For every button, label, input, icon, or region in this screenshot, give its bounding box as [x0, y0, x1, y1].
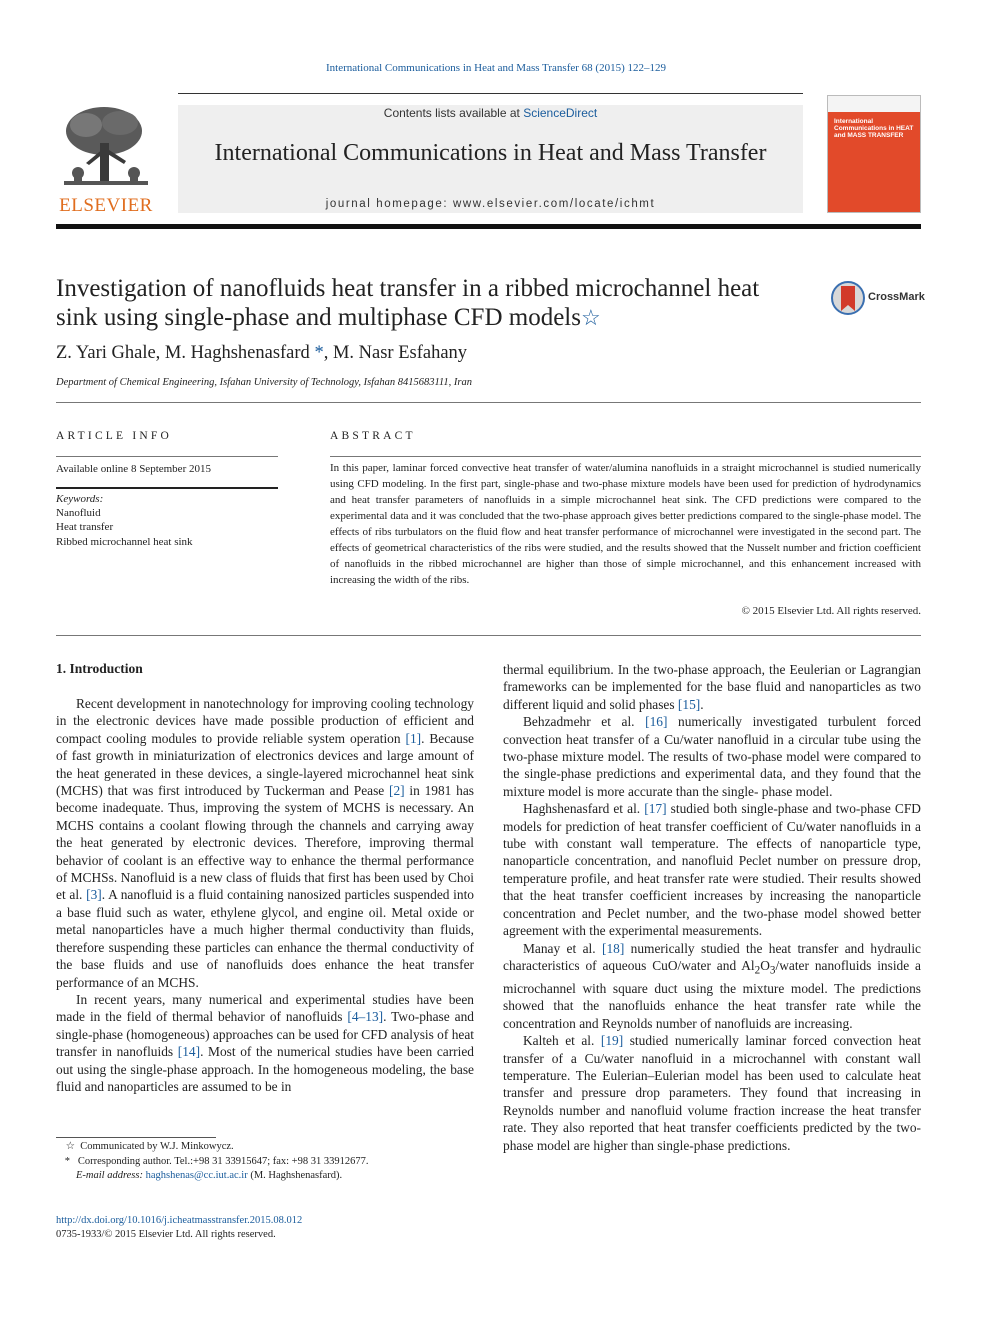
citation-link[interactable]: [14]: [177, 1044, 201, 1060]
text-run: in 1981 has become inadequate. Thus, improving the system of MCHS is necessary. An MCHS contains a coolant flowing through the channels and carrying away the heat generated by electronic devices. Therefore, improving thermal behavior of coolant is an effective way to enhance the thermal performance of MCHSs. Nanofluid is a new class of fluids that first has been used by Choi et al.: [56, 783, 474, 903]
left-column: [56, 695, 474, 1095]
text-run: Manay et al.: [523, 940, 602, 956]
body-paragraph: [56, 695, 474, 991]
text-run: . Most of the numerical studies have been carried out using the single-phase approach. In the homogeneous modeling, the base fluid and nanoparticles are assumed to be in: [56, 1044, 474, 1094]
contents-prefix: Contents lists available at: [383, 106, 524, 120]
text-run: studied numerically laminar forced convection heat transfer of a Cu/water nanofluid in a microchannel with constant wall temperature. The Eulerian–Eulerian model has been used to calculate heat transfer and pressure drop parameters. They found that increasing in Reynolds number and nanofluid volume fraction increase the heat transfer rate. They also reported that heat transfer coefficients predicted by the two-phase model are higher than single-phase predictions.: [503, 1033, 921, 1153]
subscript: 3: [769, 964, 776, 977]
crossmark-icon: [831, 280, 865, 316]
text-run: numerically studied the heat transfer and hydraulic characteristics of aqueous CuO/water and Al: [503, 940, 921, 973]
text-run: . Because of fast growth in miniaturization of electronics devices and large amount of the heat generated in these devices, a single-layered microchannel heat sink (MCHS) that was first introduced by Tuckerman and Pease: [56, 730, 474, 799]
citation-link[interactable]: [4–13]: [347, 1009, 384, 1025]
article-info-heading: ARTICLE INFO: [56, 430, 172, 442]
body-paragraph: [56, 991, 474, 1095]
cover-header-strip: [828, 96, 920, 112]
footnote-text: Communicated by W.J. Minkowycz.: [80, 1141, 234, 1152]
citation-link[interactable]: [1]: [405, 730, 422, 746]
citation-link[interactable]: [15]: [677, 696, 701, 712]
crossmark-label: CrossMark: [868, 291, 925, 303]
text-run: numerically investigated turbulent forced convection heat transfer of a Cu/water nanofluid in a circular tube using the two-phase mixture model. The results of two-phase model were compared to the single-phase predictions and experimental data, and they found that the mixture model is more accurate than the single- phase model.: [503, 714, 921, 799]
header-bottom-rule: [56, 224, 921, 229]
citation-link[interactable]: [18]: [601, 940, 625, 956]
journal-citation[interactable]: International Communications in Heat and Mass Transfer 68 (2015) 122–129: [325, 62, 667, 74]
text-run: /water nanofluids inside a microchannel with square duct using the mixture model. The predictions showed that the nanofluids enhance the heat transfer rate while the concentration and Reynolds number of nanofluids are increasing.: [503, 957, 922, 1031]
footnote-asterisk: *: [64, 1155, 70, 1167]
abstract-heading: ABSTRACT: [330, 430, 416, 442]
footnote-corresponding: [56, 1155, 476, 1170]
footnotes: [56, 1140, 476, 1184]
journal-title: International Communications in Heat and Mass Transfer: [214, 140, 767, 166]
footnote-email: [56, 1169, 476, 1184]
authors-first: Z. Yari Ghale, M. Haghshenasfard: [56, 343, 315, 363]
citation-link[interactable]: [2]: [389, 783, 405, 799]
text-run: Recent development in nanotechnology for improving cooling technology in the electronic devices have made possible production of efficient and compact cooling modules to provide reliable system operation: [56, 696, 474, 746]
section-heading-introduction: 1. Introduction: [56, 661, 143, 676]
authors-last: , M. Nasr Esfahany: [323, 343, 468, 363]
elsevier-wordmark: ELSEVIER: [59, 195, 153, 216]
text-run: Kalteh et al.: [523, 1033, 601, 1049]
affiliation-rule: [56, 402, 921, 403]
keywords-rule: [56, 487, 278, 489]
text-run: . Two-phase and single-phase (homogeneous) approaches can be used for CFD analysis of heat transfer in nanofluids: [56, 1009, 474, 1060]
keywords-label: Keywords:: [56, 493, 104, 505]
abstract-text: In this paper, laminar forced convective heat transfer of water/alumina nanofluids in a straight microchannel is studied numerically using CFD modeling. In the first part, single-phase and two-phase mixture models have been used for prediction of hydrodynamics and heat transfer parameters of nanofluids in a simple microchannel heat sink. The CFD predictions were compared to the experimental data and it was concluded that the two-phase approach gives better predictions compared to the single-phase model. The effects of ribs turbulators on the fluid flow and heat transfer performance of microchannel were investigated in the second part. The effects of geometrical characteristics of the ribs were studied, and the results showed that the Nusselt number and friction coefficient of nanofluids in the ribbed microchannel are higher than those of simple microchannel, and this enhancement increased with increasing the width of the ribs.: [330, 462, 921, 586]
cover-title: International Communications in HEAT and MASS TRANSFER: [834, 118, 914, 139]
sciencedirect-link[interactable]: ScienceDirect: [523, 106, 598, 120]
body-paragraph: [503, 940, 921, 1033]
keyword-item: Nanofluid: [56, 507, 101, 519]
title-footnote-star-icon[interactable]: ☆: [580, 305, 601, 330]
available-online: Available online 8 September 2015: [56, 463, 211, 475]
text-run: thermal equilibrium. In the two-phase approach, the Eeulerian or Lagrangian frameworks can be implemented for the base fluid and nanoparticles as two different liquid and solid phases: [503, 662, 921, 712]
doi-link[interactable]: http://dx.doi.org/10.1016/j.icheatmasstransfer.2015.08.012: [56, 1215, 303, 1226]
journal-cover-thumbnail[interactable]: [827, 95, 921, 213]
body-paragraph: [503, 800, 921, 939]
abstract-rule: [330, 456, 921, 457]
text-run: O: [760, 957, 770, 973]
text-run: Haghshenasfard et al.: [523, 801, 645, 817]
header-rule: [178, 93, 803, 94]
email-label: E-mail address:: [76, 1170, 146, 1181]
footnote-star-icon: ☆: [65, 1141, 75, 1152]
text-run: .: [700, 696, 704, 712]
citation-link[interactable]: [19]: [600, 1033, 624, 1049]
contents-line: [178, 106, 803, 120]
article-title-text: Investigation of nanofluids heat transfer in a ribbed microchannel heat sink using single-phase and multiphase CFD models: [56, 275, 760, 331]
text-run: Behzadmehr et al.: [523, 714, 646, 730]
citation-link[interactable]: [16]: [645, 714, 668, 730]
email-link[interactable]: haghshenas@cc.iut.ac.ir: [145, 1170, 248, 1181]
affiliation: Department of Chemical Engineering, Isfahan University of Technology, Isfahan 8415683111, Iran: [56, 377, 472, 388]
email-suffix: (M. Haghshenasfard).: [247, 1170, 343, 1181]
citation-link[interactable]: [3]: [86, 887, 102, 903]
keyword-item: Ribbed microchannel heat sink: [56, 536, 193, 548]
abstract-copyright: © 2015 Elsevier Ltd. All rights reserved.: [741, 605, 921, 617]
article-info-rule: [56, 456, 278, 457]
abstract-bottom-rule: [56, 635, 921, 636]
footnote-communicated: [56, 1140, 476, 1155]
text-run: . A nanofluid is a fluid containing nanosized particles suspended into a base fluid such as water, ethylene glycol, and engine oil. Metal oxide or metal nanoparticles have a much higher thermal conductivity than fluids, therefore suspending these particles can enhance the thermal conductivity of the base fluids and use of nanofluids does enhance the heat transfer performance of an MCHS.: [56, 887, 475, 990]
citation-link[interactable]: [17]: [644, 801, 667, 817]
body-paragraph: [503, 1032, 921, 1154]
issn-copyright: 0735-1933/© 2015 Elsevier Ltd. All rights reserved.: [56, 1229, 276, 1240]
subscript: 2: [754, 964, 761, 977]
footnote-rule: [56, 1137, 216, 1138]
body-paragraph: [503, 713, 921, 800]
text-run: studied both single-phase and two-phase CFD models for prediction of heat transfer coefficient of Cu/water nanofluids in a tube with constant wall temperature. The effects of nanoparticle type, nanoparticle concentration, and nanofluid Peclet number on pressure drop, temperature profile, and heat transfer rate were studied. Their results showed that the heat transfer coefficient increases by increasing the nanoparticle concentration and Peclet number, and the two-phase model showed better agreement with the experimental measurements.: [503, 801, 921, 939]
corresponding-author-mark[interactable]: *: [314, 343, 324, 363]
crossmark-badge[interactable]: [831, 280, 923, 316]
footnote-text: Corresponding author. Tel.:+98 31 33915647; fax: +98 31 33912677.: [77, 1155, 369, 1167]
body-paragraph: [503, 661, 921, 713]
article-title: [56, 274, 796, 332]
text-run: In recent years, many numerical and experimental studies have been made in the field of thermal behavior of nanofluids: [56, 991, 474, 1025]
keyword-item: Heat transfer: [56, 521, 114, 533]
author-list: [56, 343, 467, 364]
journal-homepage[interactable]: journal homepage: www.elsevier.com/locate/ichmt: [325, 198, 656, 210]
right-column: [503, 661, 921, 1154]
